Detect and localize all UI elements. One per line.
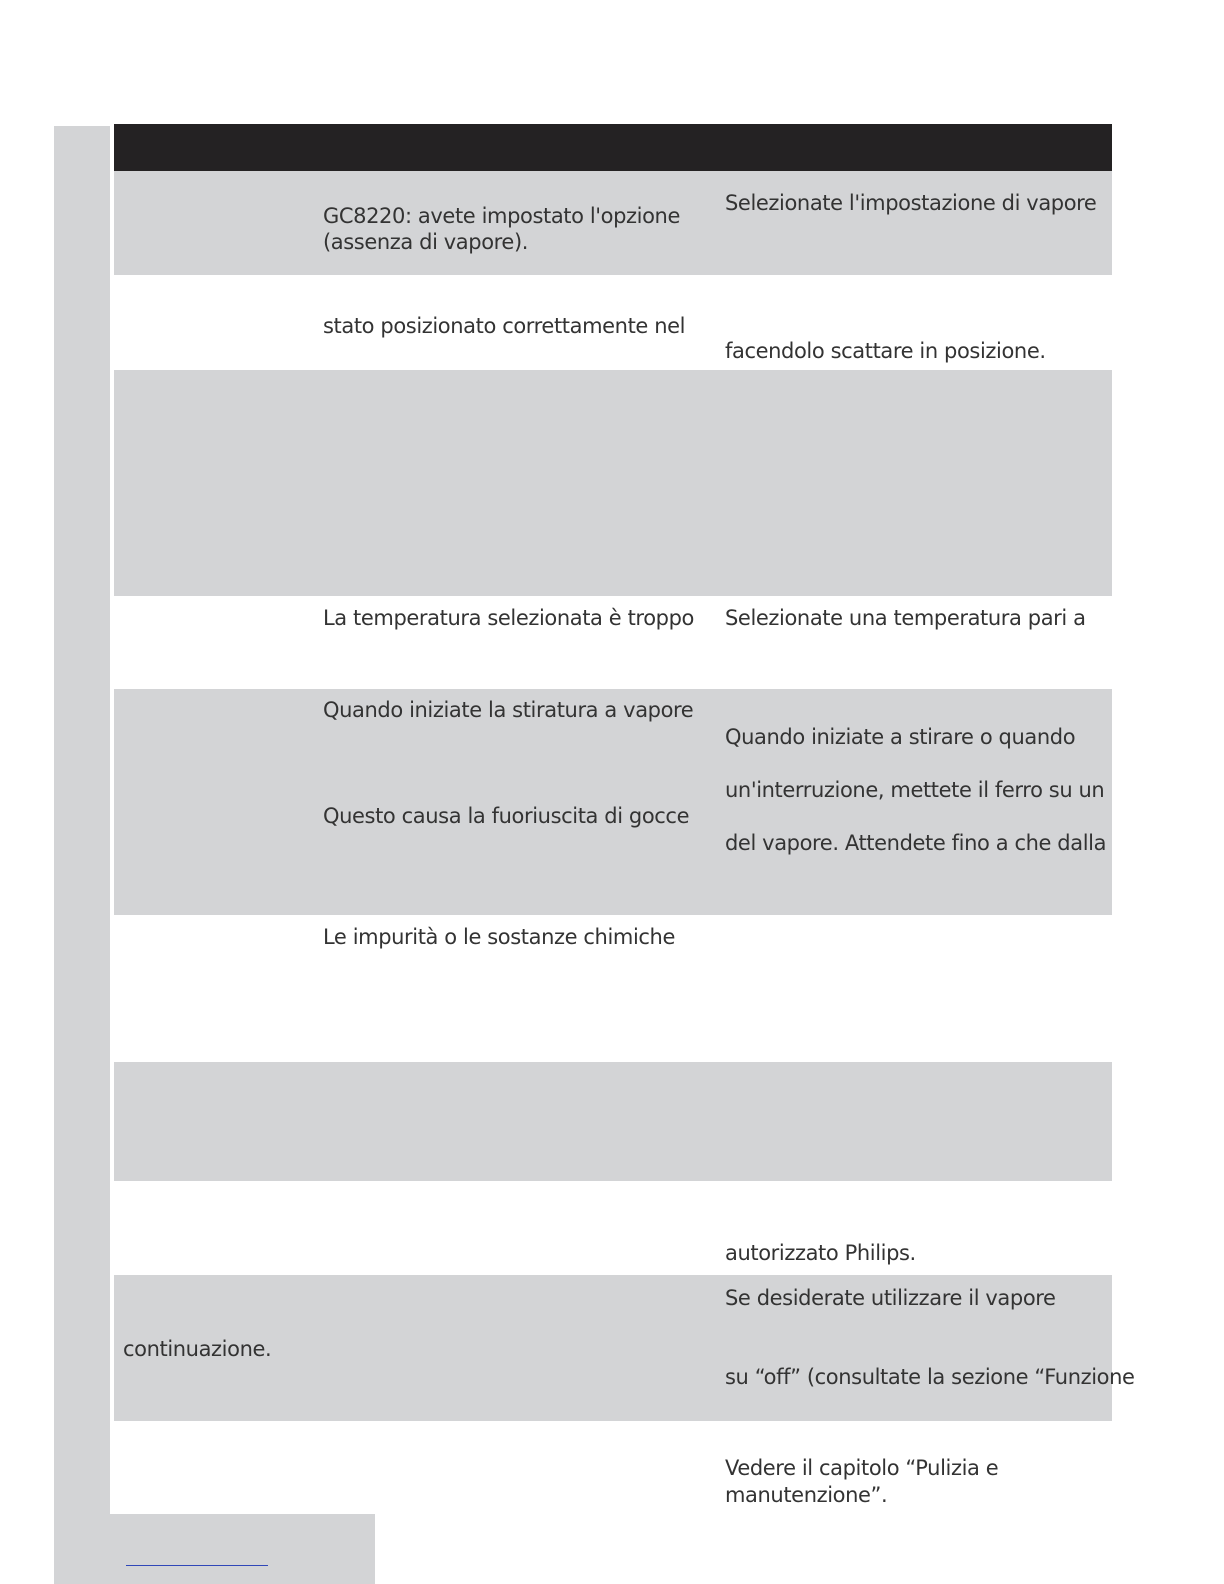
- solution-line: Vedere il capitolo “Pulizia e: [725, 1456, 999, 1480]
- cause-line: stato posizionato correttamente nel: [323, 314, 686, 338]
- problem-line: continuazione.: [123, 1337, 272, 1361]
- footer-block: [54, 1514, 375, 1584]
- solution-line: Se desiderate utilizzare il vapore: [725, 1286, 1056, 1310]
- table-row: [114, 915, 1112, 1062]
- table-row: [114, 1421, 1112, 1514]
- solution-line: un'interruzione, mettete il ferro su un: [725, 778, 1105, 802]
- table-row: [114, 596, 1112, 689]
- table-row: [114, 275, 1112, 370]
- cause-line: La temperatura selezionata è troppo: [323, 606, 694, 630]
- cause-line: Quando iniziate la stiratura a vapore: [323, 698, 694, 722]
- side-margin-strip: [54, 126, 110, 1584]
- table-row: [114, 689, 1112, 915]
- table-row: [114, 370, 1112, 596]
- table-row: [114, 171, 1112, 275]
- table-header-bar: [114, 124, 1112, 171]
- solution-line: Selezionate l'impostazione di vapore: [725, 191, 1097, 215]
- solution-line: su “off” (consultate la sezione “Funzione: [725, 1365, 1135, 1389]
- table-row: [114, 1181, 1112, 1275]
- cause-line: Questo causa la fuoriuscita di gocce: [323, 804, 690, 828]
- solution-line: del vapore. Attendete fino a che dalla: [725, 831, 1107, 855]
- solution-line: autorizzato Philips.: [725, 1241, 916, 1265]
- solution-line: Quando iniziate a stirare o quando: [725, 725, 1076, 749]
- cause-line: GC8220: avete impostato l'opzione: [323, 204, 680, 228]
- solution-line: manutenzione”.: [725, 1483, 888, 1507]
- solution-line: facendolo scattare in posizione.: [725, 339, 1046, 363]
- table-row: [114, 1275, 1135, 1421]
- solution-line: Selezionate una temperatura pari a: [725, 606, 1086, 630]
- cause-line: (assenza di vapore).: [323, 230, 529, 254]
- cause-line: Le impurità o le sostanze chimiche: [323, 925, 675, 949]
- table-row: [114, 1062, 1112, 1181]
- footer-link[interactable]: [126, 1565, 268, 1566]
